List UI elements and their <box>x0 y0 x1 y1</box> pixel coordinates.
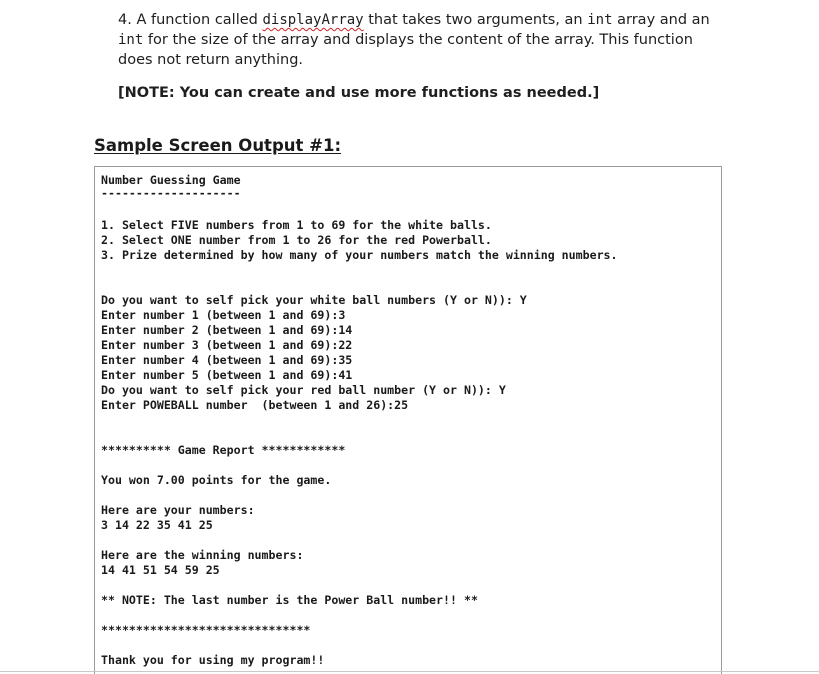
console-line: Do you want to self pick your red ball number (Y or N)): Y <box>101 383 506 397</box>
console-line: Here are the winning numbers: <box>101 548 304 562</box>
console-line: -------------------- <box>101 186 241 200</box>
task-text-suffix: for the size of the array and displays the content of the array. This function does not return anything. <box>118 32 693 68</box>
console-line: Enter number 5 (between 1 and 69):41 <box>101 368 353 382</box>
console-line: Do you want to self pick your white ball numbers (Y or N)): Y <box>101 293 527 307</box>
type-int-code-2: int <box>118 32 144 48</box>
console-line: Enter number 4 (between 1 and 69):35 <box>101 353 353 367</box>
console-line: Enter number 3 (between 1 and 69):22 <box>101 338 353 352</box>
console-line: Here are your numbers: <box>101 503 255 517</box>
task-description <box>118 10 728 70</box>
console-line: You won 7.00 points for the game. <box>101 473 332 487</box>
console-line: 3 14 22 35 41 25 <box>101 518 213 532</box>
type-int-code-1: int <box>587 12 613 28</box>
console-line: 14 41 51 54 59 25 <box>101 563 220 577</box>
task-text-mid2: array and an <box>612 12 710 28</box>
note-text: [NOTE: You can create and use more functions as needed.] <box>118 85 600 101</box>
console-line: ****************************** <box>101 623 311 637</box>
function-name-code: displayArray <box>262 12 364 28</box>
task-text-mid1: that takes two arguments, an <box>363 12 588 28</box>
console-line: 2. Select ONE number from 1 to 26 for the red Powerball. <box>101 233 492 247</box>
console-line: Enter number 1 (between 1 and 69):3 <box>101 308 346 322</box>
console-output-box <box>94 166 722 674</box>
console-line: Enter number 2 (between 1 and 69):14 <box>101 323 353 337</box>
task-text-prefix: 4. A function called <box>118 12 263 28</box>
console-line: 1. Select FIVE numbers from 1 to 69 for the white balls. <box>101 218 492 232</box>
sample-output-heading: Sample Screen Output #1: <box>94 136 342 155</box>
console-line: Thank you for using my program!! <box>101 653 325 667</box>
page-bottom-divider <box>0 671 819 672</box>
console-line: ** NOTE: The last number is the Power Ball number!! ** <box>101 593 478 607</box>
console-line: Enter POWEBALL number (between 1 and 26):25 <box>101 398 409 412</box>
console-line: 3. Prize determined by how many of your numbers match the winning numbers. <box>101 248 618 262</box>
console-line: ********** Game Report ************ <box>101 443 346 457</box>
console-line: Number Guessing Game <box>101 173 241 187</box>
